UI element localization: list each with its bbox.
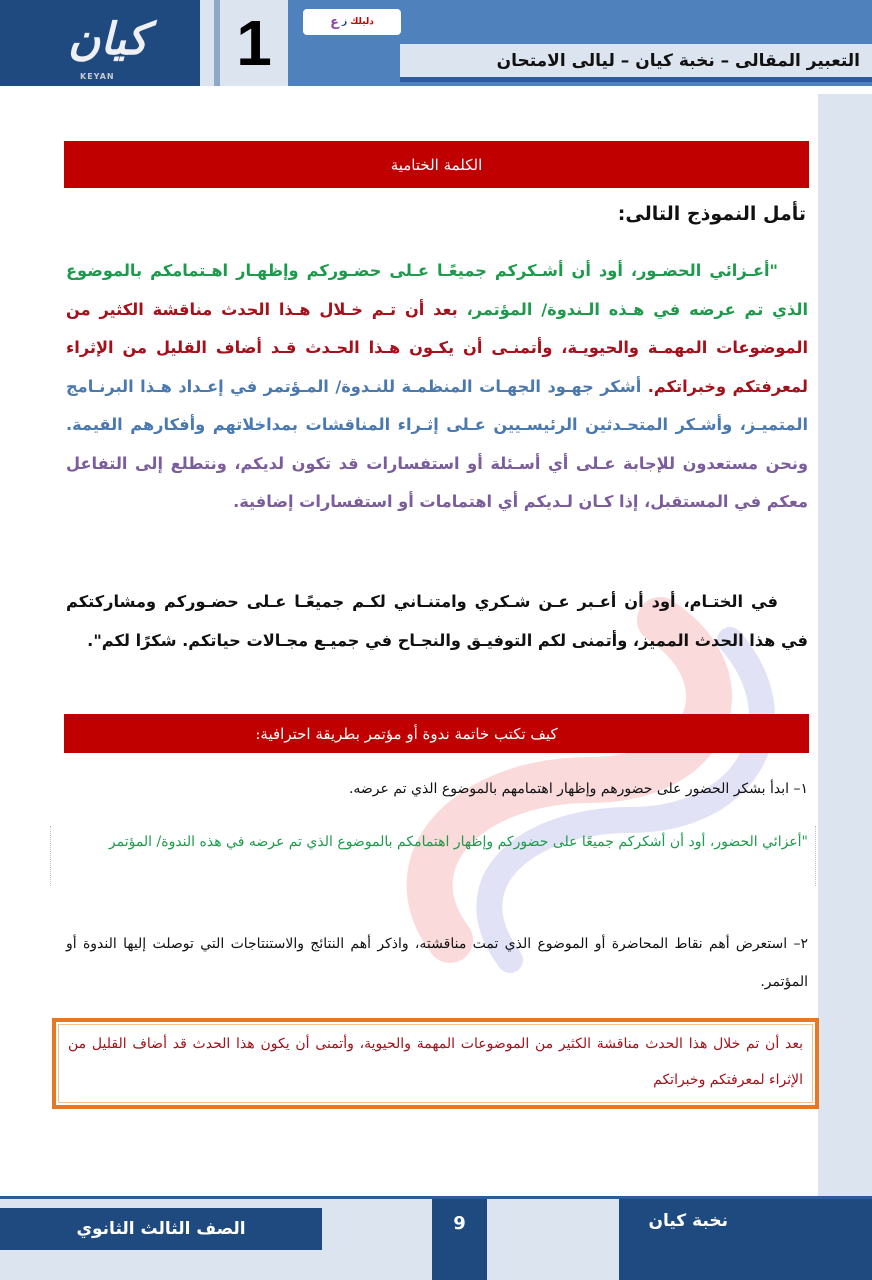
step-2-example: بعد أن تم خلال هذا الحدث مناقشة الكثير من الموضوعات المهمة والحيوية، وأتمنى أن يكون هذا الحدث قد أضاف القليل من الإثراء لمعرفتكم وخبراتكم (68, 1036, 803, 1088)
section-title: الكلمة الختامية (390, 155, 483, 174)
quote-border-left (50, 826, 52, 886)
section-header-closing-speech (64, 141, 809, 188)
header-title: التعبير المقالى – نخبة كيان – ليالى الامتحان (400, 44, 872, 77)
logo-latin: KEYAN (80, 72, 115, 81)
badge-mark-2: ز (341, 17, 348, 27)
quote-border-right (815, 826, 817, 886)
header-divider (200, 0, 214, 86)
step-2-example-box (52, 1018, 819, 1109)
speech-summary: بعد أن تـم خـلال هـذا الحدث مناقشة الكثير من الموضوعات المهمـة والحيويـة، وأتمنـى أن يكـون هـذا الحـدث قـد أضاف القليل من الإثراء لمعرفتكم وخبراتكم. (66, 299, 808, 396)
step-1: ١– ابدأ بشكر الحضور على حضورهم وإظهار اهتمامهم بالموضوع الذي تم عرضه. (348, 781, 808, 797)
section-title: كيف تكتب خاتمة ندوة أو مؤتمر بطريقة احترافية: (255, 724, 558, 743)
badge-mark: ع (330, 14, 339, 30)
step-1-example: "أعزائي الحضور، أود أن أشكركم جميعًا على حضوركم وإظهار اهتمامكم بالموضوع الذي تم عرضه في هذه الندوة/ المؤتمر (108, 834, 808, 850)
speech-thanks-organizers: أشكر جهـود الجهـات المنظمـة للنـدوة/ المـؤتمر في إعـداد هـذا البرنـامج المتميـز، وأشـكر المتحـدثين الرئيسـيين عـلى إثـراء المناقشات بمداخلاتهم وأفكارهم القيمة. (66, 376, 808, 434)
page-number: 9 (432, 1199, 487, 1280)
side-panel (818, 94, 872, 1196)
model-speech (66, 252, 808, 522)
publisher-badge (303, 9, 401, 35)
closing-text: في الختـام، أود أن أعـبر عـن شـكري وامتنـاني لكـم جميعًـا عـلى حضـوركم ومشاركتكم في هذا الحدث المميز، وأتمنى لكم التوفيـق والنجـاح في جميـع مجـالات حياتكم. شكرًا لكم". (66, 592, 808, 650)
badge-text: دليلك (350, 17, 374, 27)
closing-paragraph (66, 583, 808, 660)
header-logo-panel (0, 0, 200, 86)
speech-questions: ونحن مستعدون للإجابة عـلى أي أسـئلة أو استفسارات قد تكون لديكم، ونتطلع إلى التفاعل معكم في المستقبل، إذا كـان لـديكم أي اهتمامات أو استفسارات إضافية. (66, 453, 808, 511)
prompt-text: تأمل النموذج التالى: (617, 203, 806, 225)
keyan-logo (60, 14, 160, 86)
footer-grade: الصف الثالث الثانوي (0, 1208, 322, 1250)
section-header-how-to (64, 714, 809, 753)
logo-glyph: كيان (68, 14, 148, 65)
header-underline (400, 77, 872, 82)
footer-brand: نخبة كيان (619, 1199, 872, 1280)
unit-number: 1 (220, 0, 288, 86)
step-2: ٢– استعرض أهم نقاط المحاضرة أو الموضوع الذي تمت مناقشته، واذكر أهم النتائج والاستنتاجات التي توصلت إليها الندوة أو المؤتمر. (66, 936, 808, 990)
speech-greeting: "أعـزائي الحضـور، أود أن أشـكركم جميعًـا عـلى حضـوركم وإظهـار اهـتمامكم بالموضوع الذي تم عرضه في هـذه الـندوة/ المؤتمر، (66, 261, 808, 319)
